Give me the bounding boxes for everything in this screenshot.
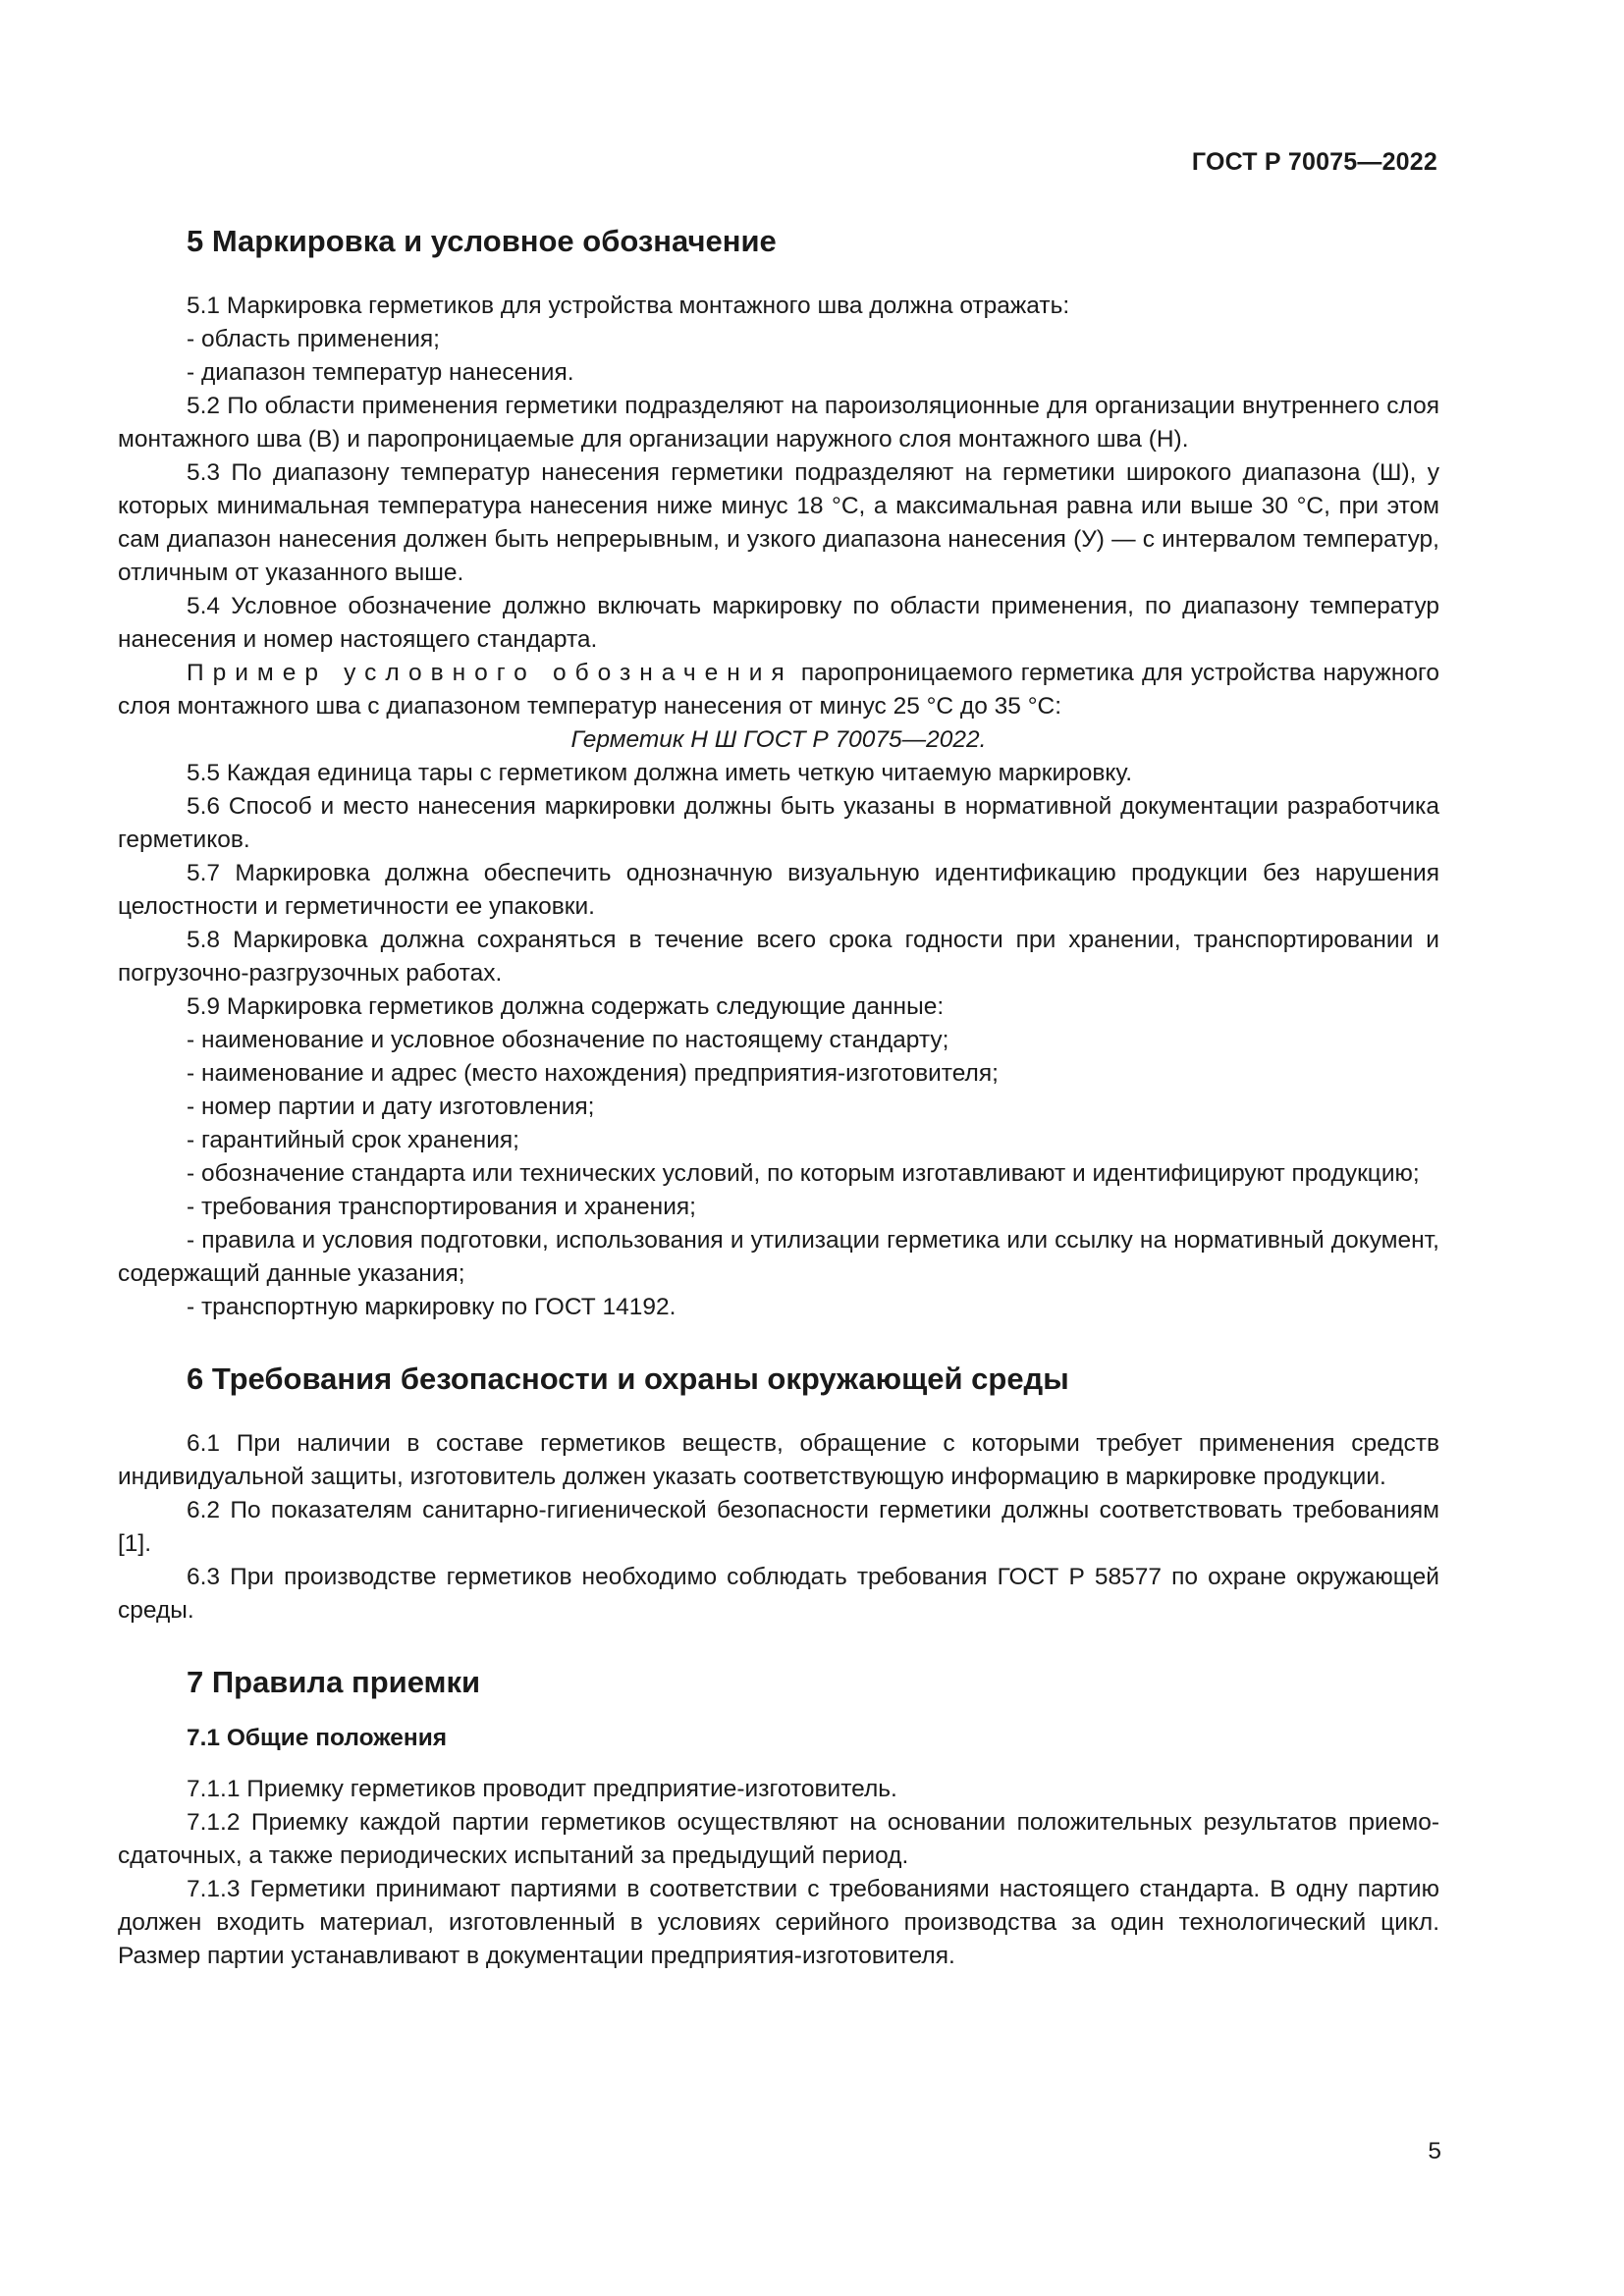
list-item: - транспортную маркировку по ГОСТ 14192. — [187, 1294, 677, 1320]
paragraph-5-7: 5.7 Маркировка должна обеспечить однозначную визуальную идентификацию продукции без нарушения целостности и герметичности ее упаковки. — [118, 860, 1439, 920]
page-content — [118, 222, 1439, 1973]
paragraph-5-6: 5.6 Способ и место нанесения маркировки должны быть указаны в нормативной документации разработчика герметиков. — [118, 793, 1439, 853]
list-item: - правила и условия подготовки, использования и утилизации герметика или ссылку на нормативный документ, содержащий данные указания; — [118, 1227, 1439, 1287]
subsection-7-1-title: 7.1 Общие положения — [187, 1725, 448, 1751]
list-item: - наименование и адрес (место нахождения) предприятия-изготовителя; — [187, 1060, 999, 1087]
list-item: - обозначение стандарта или технических условий, по которым изготавливают и идентифицируют продукцию; — [187, 1160, 1420, 1187]
paragraph-5-2: 5.2 По области применения герметики подразделяют на пароизоляционные для организации внутреннего слоя монтажного шва (В) и паропроницаемые для организации наружного слоя монтажного шва (Н). — [118, 393, 1439, 453]
paragraph-6-2: 6.2 По показателям санитарно-гигиенической безопасности герметики должны соответствовать требованиям [1]. — [118, 1497, 1439, 1557]
paragraph-5-3: 5.3 По диапазону температур нанесения герметики подразделяют на герметики широкого диапазона (Ш), у которых минимальная температура нанесения ниже минус 18 °С, а максимальная равна или выше 30 °С, при этом сам диапазон нанесения должен быть непрерывным, и узкого диапазона нанесения (У) — с интервалом температур, отличным от указанного выше. — [118, 459, 1439, 586]
list-item: - область применения; — [187, 326, 440, 352]
paragraph-5-8: 5.8 Маркировка должна сохраняться в течение всего срока годности при хранении, транспортировании и погрузочно-разгрузочных работах. — [118, 927, 1439, 987]
list-item: - гарантийный срок хранения; — [187, 1127, 519, 1153]
example-label: Пример условного обозначения — [187, 660, 793, 686]
list-item: - требования транспортирования и хранения; — [187, 1194, 696, 1220]
document-code-header: ГОСТ Р 70075—2022 — [1191, 148, 1437, 176]
paragraph-6-1: 6.1 При наличии в составе герметиков веществ, обращение с которыми требует применения средств индивидуальной защиты, изготовитель должен указать соответствующую информацию в маркировке продукции. — [118, 1430, 1439, 1490]
list-item: - наименование и условное обозначение по настоящему стандарту; — [187, 1027, 949, 1053]
example-designation: Герметик Н Ш ГОСТ Р 70075—2022. — [570, 726, 987, 753]
paragraph-5-4: 5.4 Условное обозначение должно включать маркировку по области применения, по диапазону температур нанесения и номер настоящего стандарта. — [118, 593, 1439, 653]
list-item: - диапазон температур нанесения. — [187, 359, 574, 386]
paragraph-7-1-3: 7.1.3 Герметики принимают партиями в соответствии с требованиями настоящего стандарта. В одну партию должен входить материал, изготовленный в условиях серийного производства за один технологический цикл. Размер партии устанавливают в документации предприятия-изготовителя. — [118, 1876, 1439, 1969]
paragraph-6-3: 6.3 При производстве герметиков необходимо соблюдать требования ГОСТ Р 58577 по охране окружающей среды. — [118, 1564, 1439, 1624]
paragraph-5-1: 5.1 Маркировка герметиков для устройства монтажного шва должна отражать: — [187, 293, 1070, 319]
page-number: 5 — [1428, 2138, 1441, 2164]
section-7-title: 7 Правила приемки — [187, 1665, 481, 1699]
paragraph-5-5: 5.5 Каждая единица тары с герметиком должна иметь четкую читаемую маркировку. — [187, 760, 1133, 786]
section-5-title: 5 Маркировка и условное обозначение — [187, 224, 777, 258]
example-paragraph — [118, 657, 1439, 723]
paragraph-5-9: 5.9 Маркировка герметиков должна содержать следующие данные: — [187, 993, 945, 1020]
paragraph-7-1-2: 7.1.2 Приемку каждой партии герметиков осуществляют на основании положительных результатов приемо-сдаточных, а также периодических испытаний за предыдущий период. — [118, 1809, 1439, 1869]
list-item: - номер партии и дату изготовления; — [187, 1094, 595, 1120]
paragraph-7-1-1: 7.1.1 Приемку герметиков проводит предприятие-изготовитель. — [187, 1776, 897, 1802]
section-6-title: 6 Требования безопасности и охраны окружающей среды — [187, 1362, 1069, 1396]
example-text: паропроницаемого герметика для устройства наружного слоя монтажного шва с диапазоном температур нанесения от минус 25 °С до 35 °С: — [118, 660, 1440, 720]
